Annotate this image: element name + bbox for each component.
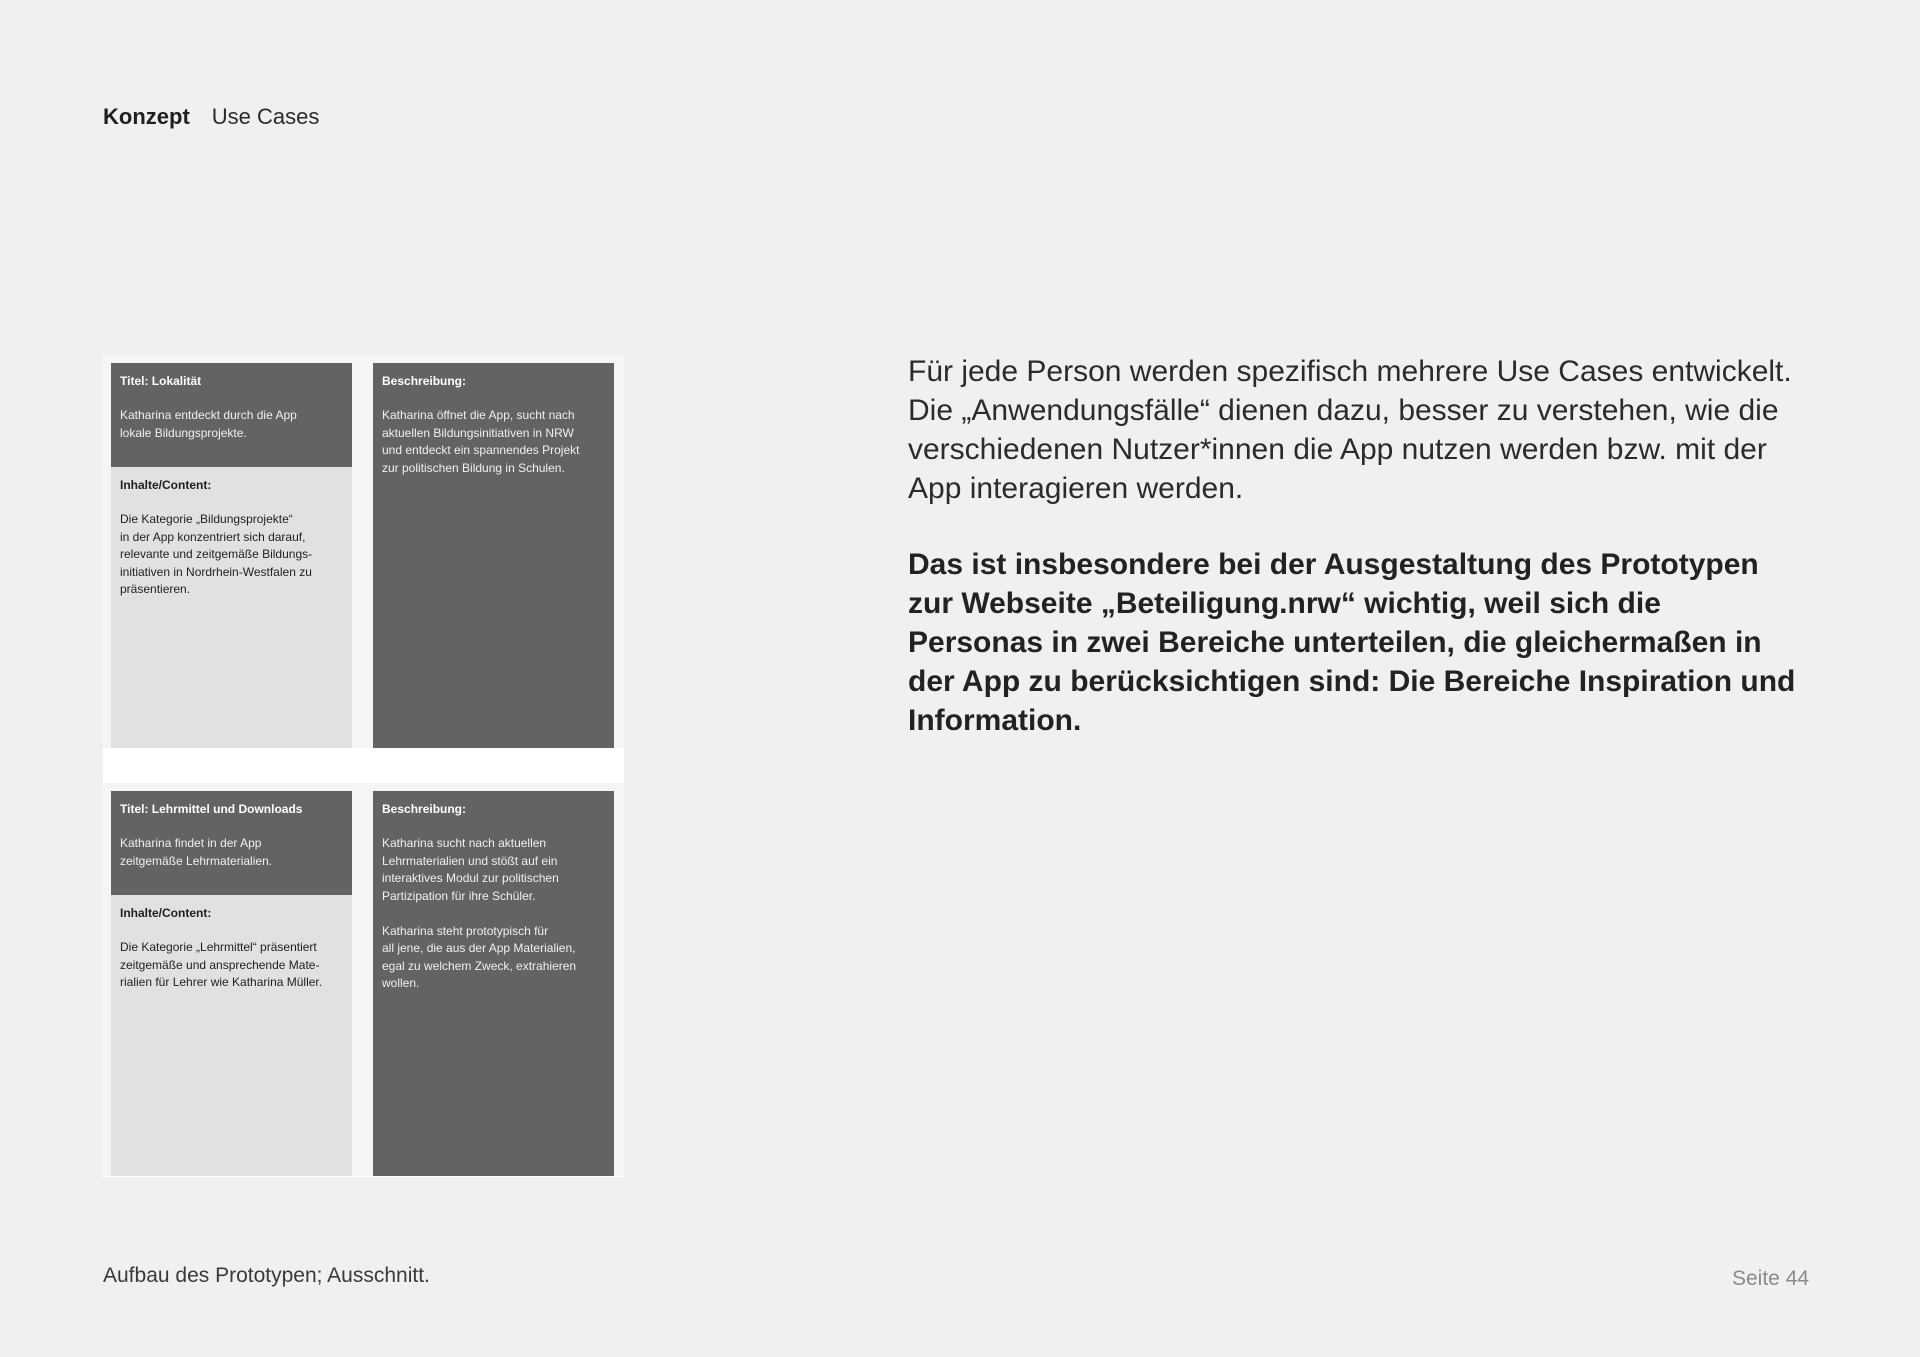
use-case-content-box — [111, 895, 352, 1002]
use-case-prototype-excerpt — [103, 355, 624, 1177]
page-number: Seite 44 — [1732, 1267, 1810, 1290]
intro-paragraph: Für jede Person werden spezifisch mehrere Use Cases entwickelt. Die „Anwendungsfälle“ dienen dazu, besser zu verstehen, wie die verschiedenen Nutzer*innen die App nutzen werden bzw. mit der App interagieren werden. — [908, 355, 1792, 505]
description-text: Katharina sucht nach aktuellen Lehrmaterialien und stößt auf ein interaktives Modul zur politischen Partizipation für ihre Schüler. Katharina steht prototypisch für all jene, die aus der App Materialien, egal zu welchem Zweck, extrahieren wollen. — [382, 836, 577, 990]
use-case-left-column — [111, 791, 352, 1176]
description-label: Beschreibung: — [382, 374, 467, 388]
content-text: Die Kategorie „Lehrmittel“ präsentiert zeitgemäße und ansprechende Mate- rialien für Lehrer wie Katharina Müller. — [120, 940, 323, 989]
emphasis-paragraph: Das ist insbesondere bei der Ausgestaltung des Prototypen zur Webseite „Beteiligung.nrw“ wichtig, weil sich die Personas in zwei Bereiche unterteilen, die gleichermaßen in der App zu berücksichtigen sind: Die Bereiche Inspiration und Information. — [908, 548, 1796, 737]
use-case-title-box — [111, 363, 352, 467]
use-case-card-lehrmittel — [103, 783, 624, 1176]
title-text: Katharina findet in der App zeitgemäße Lehrmaterialien. — [120, 836, 273, 868]
section-title: Konzept — [103, 104, 190, 129]
title-label: Titel: Lokalität — [120, 374, 202, 388]
figure-caption: Aufbau des Prototypen; Ausschnitt. — [103, 1264, 430, 1287]
use-case-left-column — [111, 363, 352, 748]
use-case-description-box — [373, 791, 614, 1176]
description-text: Katharina öffnet die App, sucht nach aktuellen Bildungsinitiativen in NRW und entdeckt ein spannendes Projekt zur politischen Bildung in Schulen. — [382, 408, 580, 475]
page-header — [103, 104, 319, 130]
title-label: Titel: Lehrmittel und Downloads — [120, 802, 303, 816]
use-case-description-box — [373, 363, 614, 748]
content-text: Die Kategorie „Bildungsprojekte“ in der App konzentriert sich darauf, relevante und zeitgemäße Bildungs- initiativen in Nordrhein-Westfalen zu präsentieren. — [120, 512, 313, 596]
title-text: Katharina entdeckt durch die App lokale Bildungsprojekte. — [120, 408, 297, 440]
use-case-content-box — [111, 467, 352, 609]
content-label: Inhalte/Content: — [120, 906, 212, 920]
content-label: Inhalte/Content: — [120, 478, 212, 492]
description-label: Beschreibung: — [382, 802, 467, 816]
subsection-title: Use Cases — [211, 104, 320, 129]
use-case-title-box — [111, 791, 352, 895]
use-case-card-lokalitaet — [103, 355, 624, 748]
